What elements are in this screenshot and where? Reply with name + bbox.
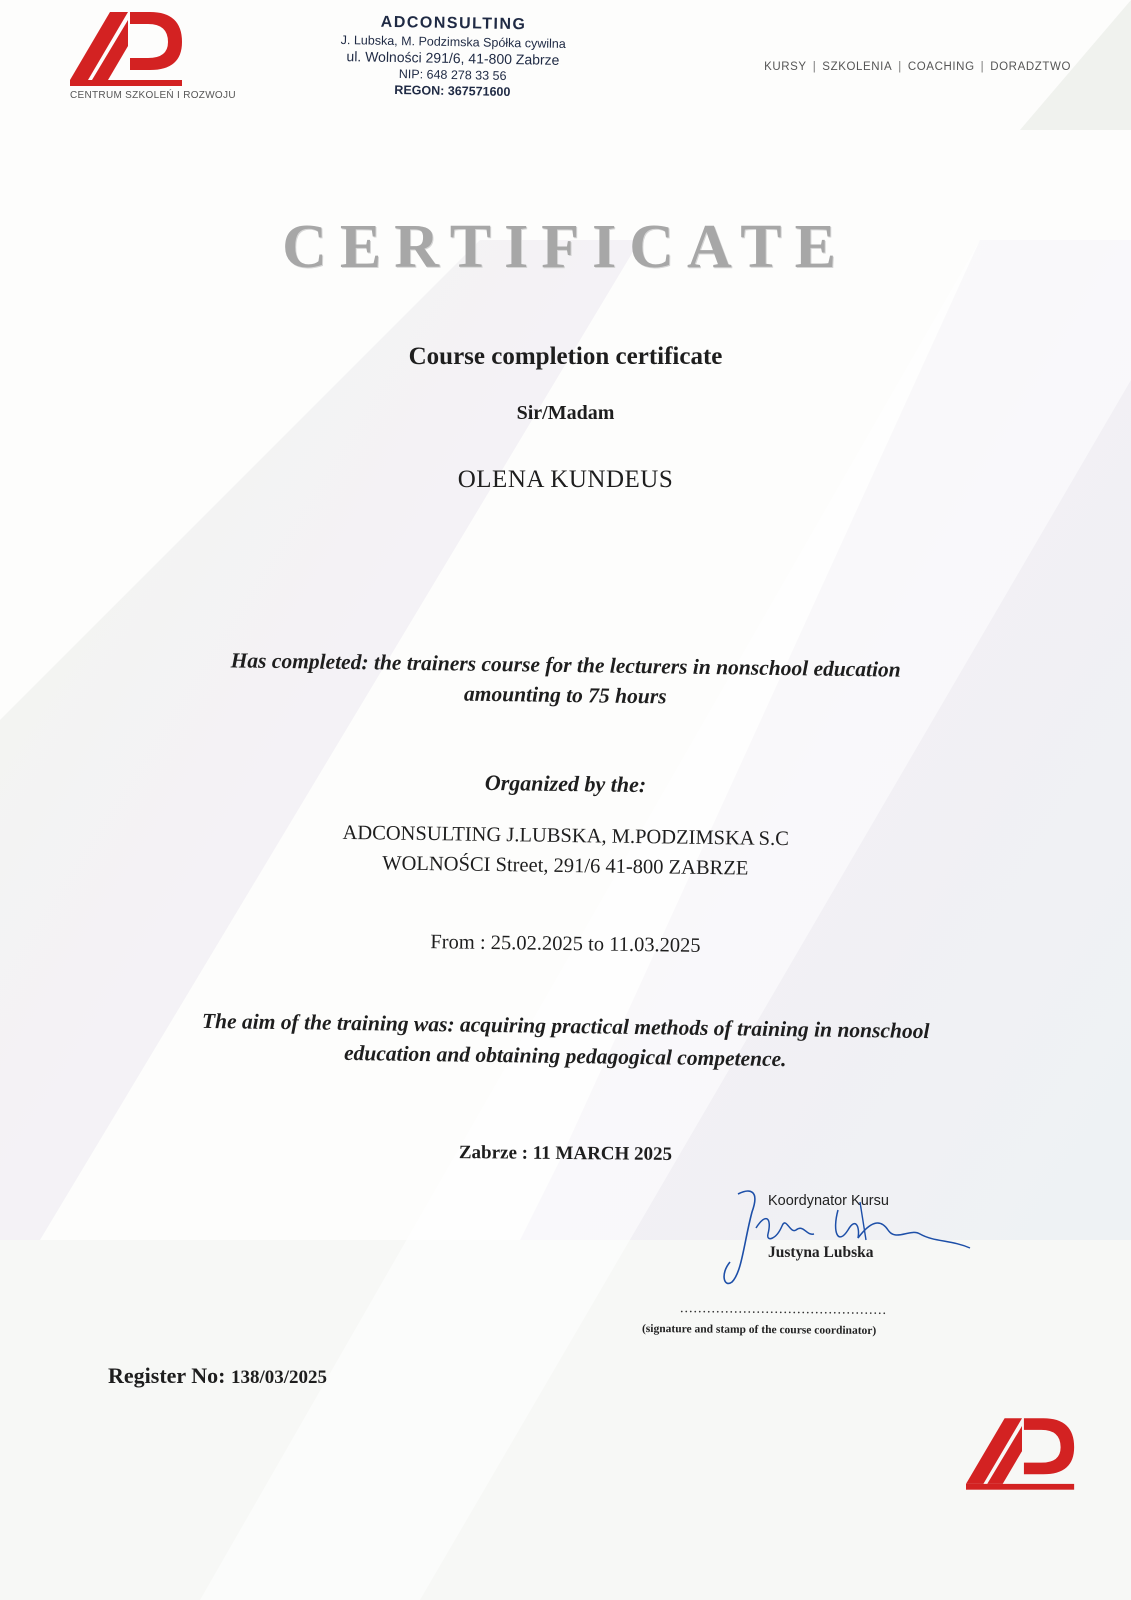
service-item: DORADZTWO [990,61,1071,73]
completion-hours: amounting to 75 hours [463,681,667,709]
certificate-title: CERTIFICATE [282,213,849,281]
completion-line: Has completed: the trainers course for the lecturers in nonschool education [230,648,901,682]
service-item: COACHING [907,61,975,73]
register-value: 138/03/2025 [231,1367,328,1388]
register-number [108,1363,327,1389]
organizer-address: WOLNOŚCI Street, 291/6 41-800 ZABRZE [382,852,749,880]
certificate-subtitle: Course completion certificate [408,343,723,370]
stamp-regon: REGON: 367571600 [394,82,511,100]
signature-caption: (signature and stamp of the course coordinator) [641,1322,877,1338]
stamp-nip: NIP: 648 278 33 56 [398,67,507,83]
stamp-address: ul. Wolności 291/6, 41-800 Zabrze [346,48,560,68]
stamp-partners: J. Lubska, M. Podzimska Spółka cywilna [340,33,566,51]
ad-logo-bottom-icon [966,1414,1078,1492]
company-stamp [317,12,588,102]
service-item: KURSY [764,61,807,73]
organizer-label: Organized by the: [484,769,647,798]
coordinator-label: Koordynator Kursu [768,1193,889,1209]
salutation: Sir/Madam [516,402,615,424]
aim-line: education and obtaining pedagogical competence. [343,1040,787,1072]
ad-logo-icon [70,8,186,88]
handwritten-signature [720,1182,980,1292]
aim-line: The aim of the training was: acquiring practical methods of training in nonschool [201,1008,930,1044]
brand-tagline: CENTRUM SZKOLEŃ I ROZWOJU [70,90,236,101]
service-item: SZKOLENIA [822,61,893,73]
register-label: Register No: [108,1363,226,1388]
course-dates: From : 25.02.2025 to 11.03.2025 [430,931,701,957]
organizer-name: ADCONSULTING J.LUBSKA, M.PODZIMSKA S.C [342,821,789,851]
coordinator-name: Justyna Lubska [768,1244,874,1261]
place-and-date: Zabrze : 11 MARCH 2025 [458,1142,673,1165]
signature-line: .............................................. [679,1301,888,1318]
recipient-name: OLENA KUNDEUS [457,466,674,493]
service-list: KURSY | SZKOLENIA | COACHING | DORADZTWO [764,61,1071,73]
stamp-company-name: ADCONSULTING [380,13,527,34]
